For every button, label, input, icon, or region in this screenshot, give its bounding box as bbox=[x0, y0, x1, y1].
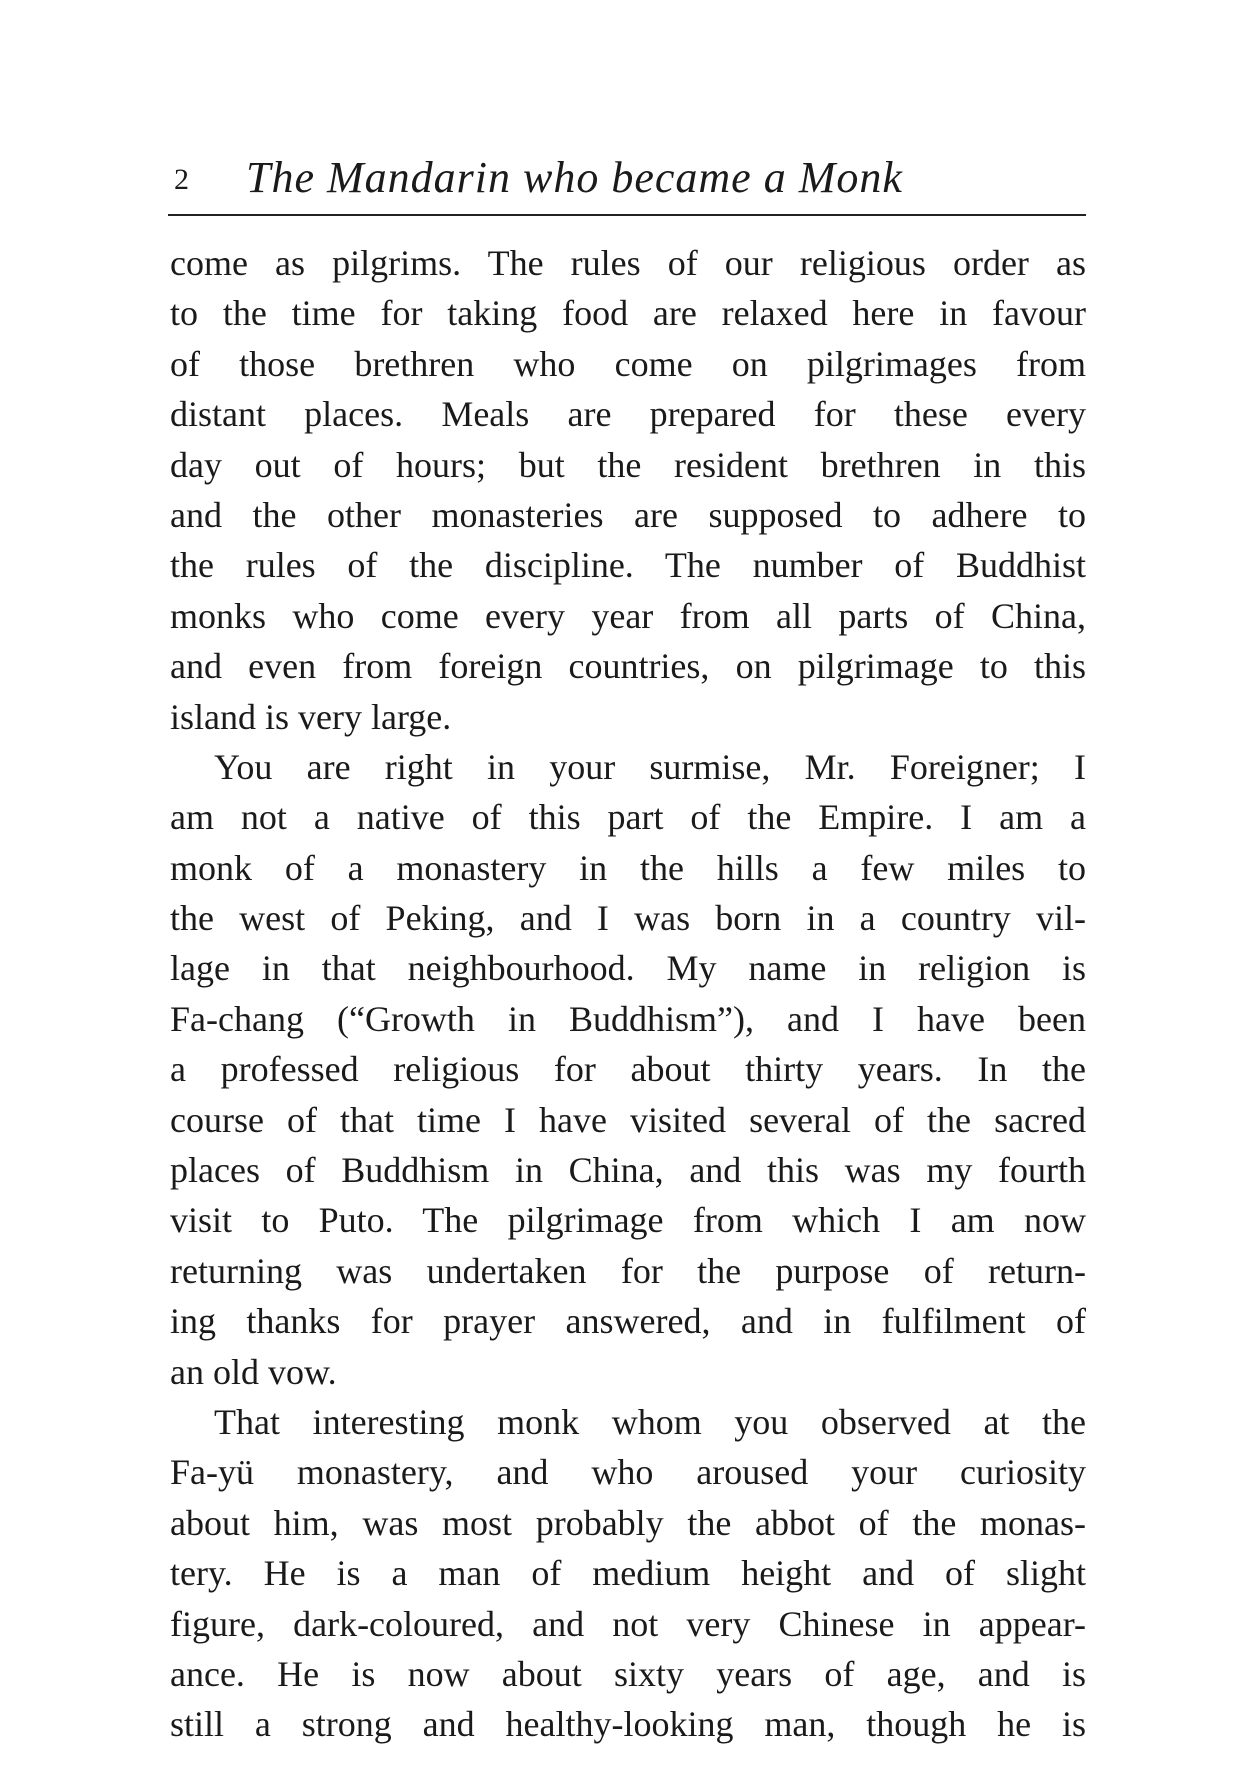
paragraph-first-line: You are right in your surmise, Mr. Foreigner; I bbox=[214, 746, 1086, 787]
text-line: the west of Peking, and I was born in a country vil- bbox=[170, 898, 1086, 939]
text-line: a professed religious for about thirty years. In the bbox=[170, 1049, 1086, 1090]
text-line: and even from foreign countries, on pilgrimage to this bbox=[170, 646, 1086, 687]
text-line: about him, was most probably the abbot of the monas- bbox=[170, 1502, 1086, 1543]
text-line: Fa-yü monastery, and who aroused your curiosity bbox=[170, 1452, 1086, 1493]
text-line: monks who come every year from all parts of China, bbox=[170, 595, 1086, 636]
text-line: Fa-chang (“Growth in Buddhism”), and I have been bbox=[170, 998, 1086, 1039]
body-text bbox=[170, 238, 1086, 1750]
text-line: distant places. Meals are prepared for these every bbox=[170, 394, 1086, 435]
text-line: island is very large. bbox=[170, 696, 452, 737]
text-line: still a strong and healthy-looking man, though he is bbox=[170, 1704, 1086, 1745]
text-line: monk of a monastery in the hills a few miles to bbox=[170, 847, 1086, 888]
text-line: and the other monasteries are supposed to adhere to bbox=[170, 494, 1086, 535]
text-line: come as pilgrims. The rules of our religious order as bbox=[170, 243, 1086, 283]
paragraph-first-line: That interesting monk whom you observed at the bbox=[214, 1401, 1086, 1442]
page-number: 2 bbox=[174, 163, 189, 196]
text-line: ance. He is now about sixty years of age, and is bbox=[170, 1653, 1086, 1694]
text-line: returning was undertaken for the purpose of return- bbox=[170, 1250, 1086, 1291]
text-line: am not a native of this part of the Empire. I am a bbox=[170, 797, 1086, 838]
text-line: visit to Puto. The pilgrimage from which I am now bbox=[170, 1200, 1086, 1241]
text-line: to the time for taking food are relaxed here in favour bbox=[170, 293, 1086, 334]
text-line: places of Buddhism in China, and this was my fourth bbox=[170, 1150, 1086, 1191]
text-line: day out of hours; but the resident brethren in this bbox=[170, 444, 1086, 485]
text-line: the rules of the discipline. The number of Buddhist bbox=[170, 545, 1086, 586]
text-line: of those brethren who come on pilgrimages from bbox=[170, 343, 1086, 384]
text-line: ing thanks for prayer answered, and in fulfilment of bbox=[170, 1301, 1086, 1342]
header-rule bbox=[168, 214, 1086, 216]
text-line: tery. He is a man of medium height and of slight bbox=[170, 1553, 1086, 1594]
text-line: an old vow. bbox=[170, 1351, 337, 1392]
text-line: figure, dark-coloured, and not very Chinese in appear- bbox=[170, 1603, 1086, 1644]
text-line: lage in that neighbourhood. My name in religion is bbox=[170, 948, 1086, 989]
running-title: The Mandarin who became a Monk bbox=[246, 153, 903, 202]
text-line: course of that time I have visited several of the sacred bbox=[170, 1099, 1086, 1140]
running-head bbox=[168, 150, 1086, 210]
